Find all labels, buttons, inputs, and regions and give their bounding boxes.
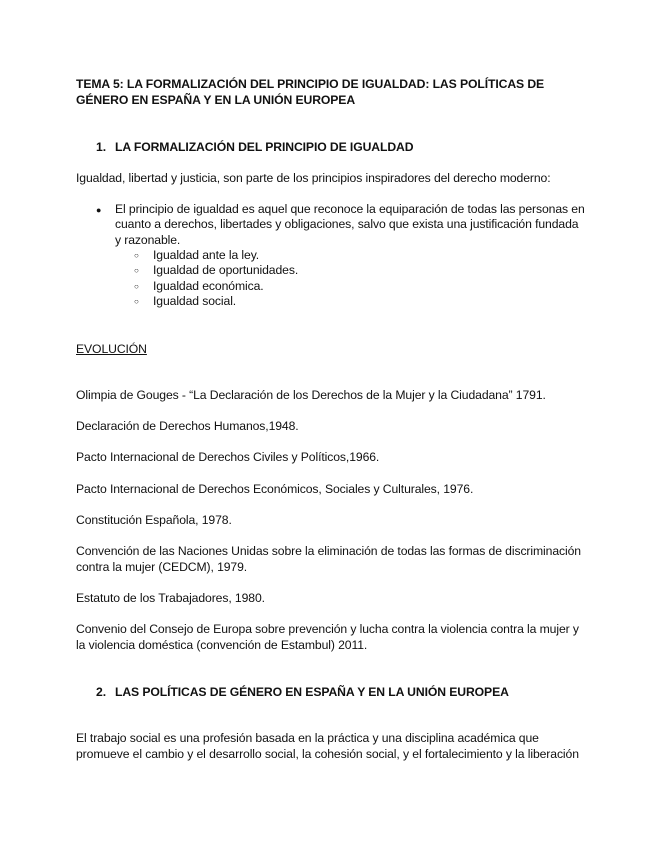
evolution-item-7: Estatuto de los Trabajadores, 1980.	[76, 591, 265, 605]
section-2-paragraph-line-1: El trabajo social es una profesión basada en la práctica y una disciplina académica que	[76, 731, 539, 745]
bullet-line-2: cuanto a derechos, libertades y obligaciones, salvo que exista una justificación fundada	[115, 217, 579, 231]
evolution-item-5: Constitución Española, 1978.	[76, 513, 232, 527]
evolution-item-6-line-1: Convención de las Naciones Unidas sobre la eliminación de todas las formas de discriminación	[76, 544, 581, 558]
bullet-line-3: y razonable.	[115, 233, 181, 247]
section-1-intro: Igualdad, libertad y justicia, son parte de los principios inspiradores del derecho moderno:	[76, 171, 551, 185]
evolution-item-1: Olimpia de Gouges - “La Declaración de los Derechos de la Mujer y la Ciudadana” 1791.	[76, 388, 546, 402]
section-1-heading: LA FORMALIZACIÓN DEL PRINCIPIO DE IGUALDAD	[115, 140, 414, 154]
section-2-heading: LAS POLÍTICAS DE GÉNERO EN ESPAÑA Y EN LA UNIÓN EUROPEA	[115, 685, 509, 699]
circle-bullet-icon: ○	[134, 297, 139, 306]
evolution-item-3: Pacto Internacional de Derechos Civiles y Políticos,1966.	[76, 450, 380, 464]
sub-item-4: Igualdad social.	[153, 294, 237, 308]
sub-item-1: Igualdad ante la ley.	[153, 248, 260, 262]
evolution-item-4: Pacto Internacional de Derechos Económicos, Sociales y Culturales, 1976.	[76, 482, 474, 496]
evolution-item-6-line-2: contra la mujer (CEDCM), 1979.	[76, 560, 248, 574]
circle-bullet-icon: ○	[134, 282, 139, 291]
sub-item-3: Igualdad económica.	[153, 279, 264, 293]
document-title-line-2: GÉNERO EN ESPAÑA Y EN LA UNIÓN EUROPEA	[76, 93, 356, 107]
bullet-icon: ●	[96, 205, 102, 215]
section-2-number: 2.	[96, 685, 107, 699]
circle-bullet-icon: ○	[134, 266, 139, 275]
section-2-paragraph-line-2: promueve el cambio y el desarrollo social, la cohesión social, y el fortalecimiento y la liberación	[76, 747, 579, 761]
evolution-item-8-line-2: la violencia doméstica (convención de Estambul) 2011.	[76, 638, 368, 652]
evolution-item-2: Declaración de Derechos Humanos,1948.	[76, 419, 299, 433]
circle-bullet-icon: ○	[134, 251, 139, 260]
section-1-number: 1.	[96, 140, 107, 154]
evolution-item-8-line-1: Convenio del Consejo de Europa sobre prevención y lucha contra la violencia contra la mujer y	[76, 622, 579, 636]
evolution-heading: EVOLUCIÓN	[76, 342, 147, 356]
bullet-line-1: El principio de igualdad es aquel que reconoce la equiparación de todas las personas en	[115, 202, 585, 216]
document-title-line-1: TEMA 5: LA FORMALIZACIÓN DEL PRINCIPIO DE IGUALDAD: LAS POLÍTICAS DE	[76, 77, 545, 91]
sub-item-2: Igualdad de oportunidades.	[153, 263, 299, 277]
